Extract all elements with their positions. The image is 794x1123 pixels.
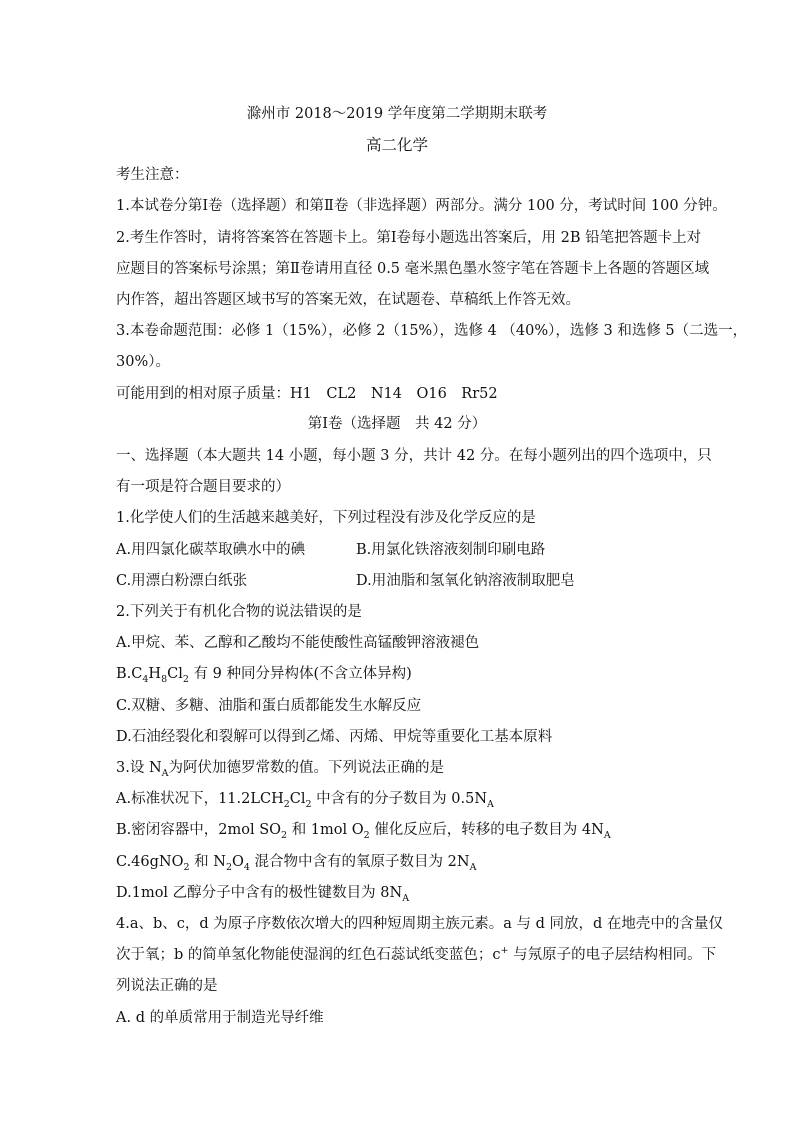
notice-item-3-line-2: 30%）。 xyxy=(116,354,170,370)
q2-option-a: A.甲烷、苯、乙醇和乙酸均不能使酸性高锰酸钾溶液褪色 xyxy=(116,635,480,651)
q2-option-d: D.石油经裂化和裂解可以得到乙烯、丙烯、甲烷等重要化工基本原料 xyxy=(116,729,553,745)
q1-stem: 1.化学使人们的生活越来越美好，下列过程没有涉及化学反应的是 xyxy=(116,510,536,526)
q4-option-a: A. d 的单质常用于制造光导纤维 xyxy=(116,1010,324,1026)
q2-stem: 2.下列关于有机化合物的说法错误的是 xyxy=(116,604,362,620)
q3-option-a: A.标准状况下，$11.2LCH_2Cl_2$ 中含有的分子数目为 $0.5N_A$ xyxy=(116,791,494,810)
notice-item-2-line-1: 2.考生作答时，请将答案答在答题卡上。第Ⅰ卷每小题选出答案后，用 2B 铅笔把答题卡上对 xyxy=(116,230,702,246)
notice-heading: 考生注意： xyxy=(116,167,189,183)
q2-option-c: C.双糖、多糖、油脂和蛋白质都能发生水解反应 xyxy=(116,698,422,714)
q4-stem-line-1: 4.a、b、c，d 为原子序数依次增大的四种短周期主族元素。a 与 d 同放，d 在地壳中的含量仅 xyxy=(116,916,723,932)
notice-item-3-line-1: 3.本卷命题范围：必修 1（15%），必修 2（15%），选修 4 （40%），选修 3 和选修 5（二选一， xyxy=(116,323,748,339)
notice-item-1: 1.本试卷分第Ⅰ卷（选择题）和第Ⅱ卷（非选择题）两部分。满分 100 分，考试时间 100 分钟。 xyxy=(116,198,727,214)
exam-title: 滁州市 2018～2019 学年度第二学期期末联考 xyxy=(246,106,548,122)
notice-item-2-line-3: 内作答，超出答题区域书写的答案无效，在试题卷、草稿纸上作答无效。 xyxy=(116,292,580,308)
subject-title: 高二化学 xyxy=(365,136,428,154)
q3-stem: 3.设 $N_A$为阿伏加德罗常数的值。下列说法正确的是 xyxy=(116,760,445,779)
q1-options-row-2 xyxy=(116,571,716,591)
notice-item-2-line-2: 应题目的答案标号涂黑；第Ⅱ卷请用直径 0.5 毫米黑色墨水签字笔在答题卡上各题的答题区域 xyxy=(116,261,710,277)
section-1-intro-line-1: 一、选择题（本大题共 14 小题，每小题 3 分，共计 42 分。在每小题列出的四个选项中，只 xyxy=(116,448,712,464)
q3-option-c: C.46gNO$_2$ 和 $N_2O_4$ 混合物中含有的氧原子数目为 $2N_A$ xyxy=(116,854,477,873)
atomic-masses: 可能用到的相对原子质量：H1 CL2 N14 O16 Rr52 xyxy=(116,386,498,402)
q2-option-b: $B.C_4H_8Cl_2$ 有 9 种同分异构体(不含立体异构) xyxy=(116,666,412,685)
section-1-intro-line-2: 有一项是符合题目要求的） xyxy=(116,479,290,495)
q1-option-d: D.用油脂和氢氧化钠溶液制取肥皂 xyxy=(356,573,575,589)
q1-option-c: C.用漂白粉漂白纸张 xyxy=(116,573,248,589)
section-1-title: 第Ⅰ卷（选择题 共 42 分） xyxy=(307,416,487,432)
q3-option-d: D.1mol 乙醇分子中含有的极性键数目为 $8N_A$ xyxy=(116,885,410,904)
q4-stem-line-2: 次于氧；b 的简单氢化物能使湿润的红色石蕊试纸变蓝色；c+ 与氖原子的电子层结构相同。下 xyxy=(116,945,717,963)
q1-options-row-1 xyxy=(116,540,716,560)
q1-option-b: B.用氯化铁溶液刻制印刷电路 xyxy=(356,542,546,558)
q4-stem-line-3: 列说法正确的是 xyxy=(116,978,218,994)
q1-option-a: A.用四氯化碳萃取碘水中的碘 xyxy=(116,542,306,558)
q3-option-b: B.密闭容器中，2mol $SO_2$ 和 1mol $O_2$ 催化反应后，转移的电子数目为 $4N_A$ xyxy=(116,822,611,841)
